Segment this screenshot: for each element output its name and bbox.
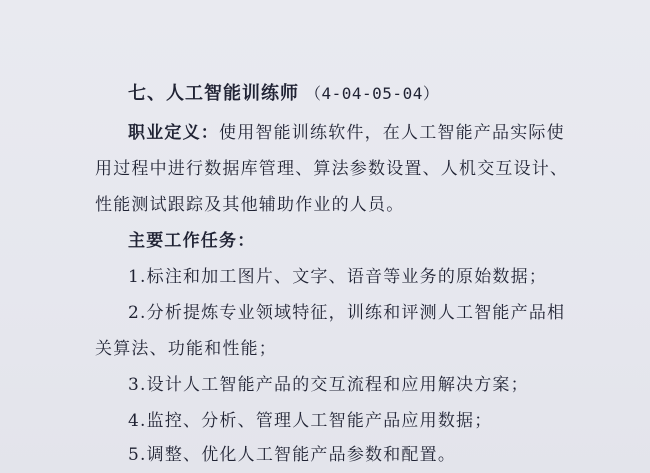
tasks-label: 主要工作任务： bbox=[128, 231, 256, 251]
definition-line-2: 用过程中进行数据库管理、算法参数设置、人机交互设计、 bbox=[95, 159, 569, 179]
task-item-2: 2.分析提炼专业领域特征，训练和评测人工智能产品相 bbox=[128, 303, 566, 323]
definition-line-1 bbox=[128, 122, 565, 144]
section-title: 七、人工智能训练师 bbox=[128, 83, 299, 104]
occupation-code: （4-04-05-04） bbox=[305, 84, 440, 103]
task-item-1: 1.标注和加工图片、文字、语音等业务的原始数据； bbox=[128, 267, 548, 287]
definition-text-1: 使用智能训练软件，在人工智能产品实际使 bbox=[219, 123, 565, 143]
task-item-5: 5.调整、优化人工智能产品参数和配置。 bbox=[128, 445, 457, 465]
task-item-3: 3.设计人工智能产品的交互流程和应用解决方案； bbox=[128, 375, 529, 395]
task-item-2-continued: 关算法、功能和性能； bbox=[95, 339, 277, 359]
definition-label: 职业定义： bbox=[128, 123, 219, 143]
section-heading bbox=[128, 83, 439, 105]
task-item-4: 4.监控、分析、管理人工智能产品应用数据； bbox=[128, 411, 493, 431]
definition-line-3: 性能测试跟踪及其他辅助作业的人员。 bbox=[95, 195, 405, 215]
